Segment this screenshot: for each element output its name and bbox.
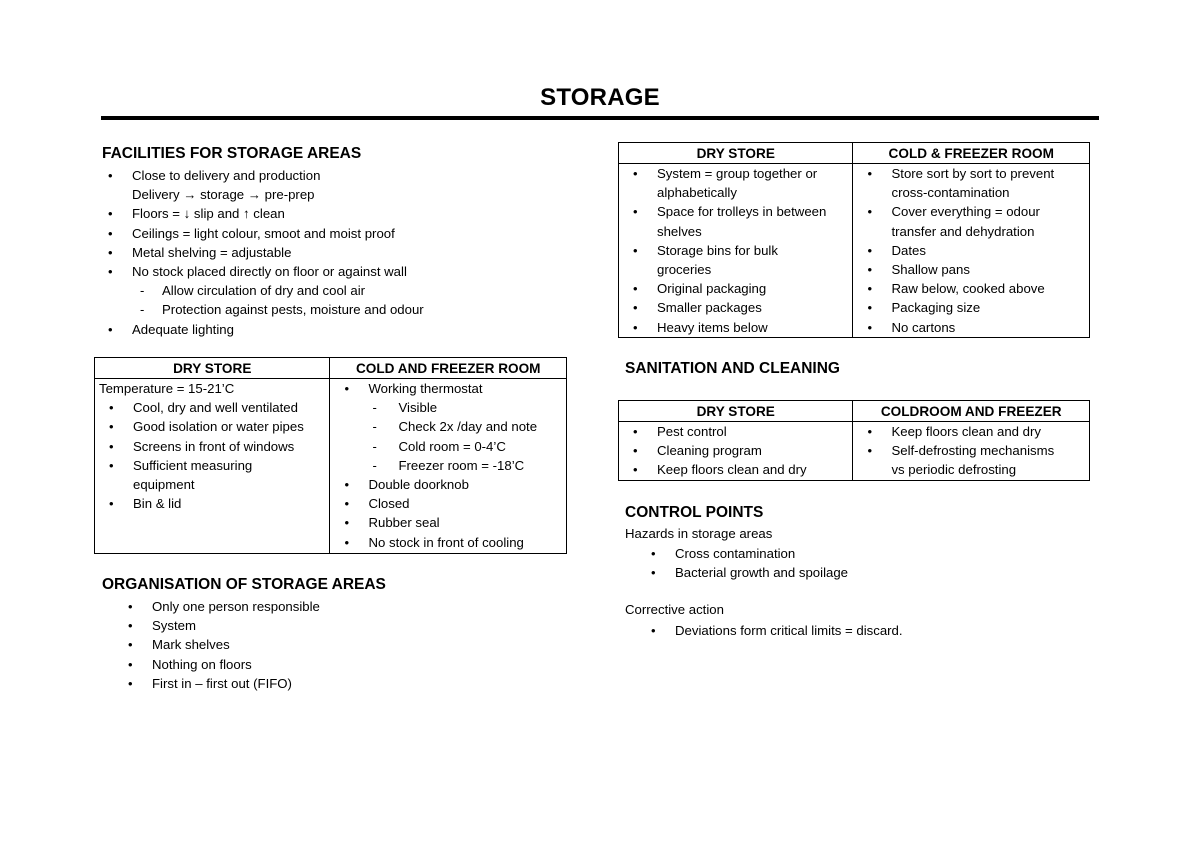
list-item: • Packaging size <box>853 298 1089 317</box>
title-rule <box>101 116 1099 120</box>
list-item: • Only one person responsible <box>102 597 582 616</box>
list-item: • Cool, dry and well ventilated <box>95 398 329 417</box>
list-item: • Cover everything = odour <box>853 202 1089 221</box>
list-item: • Close to delivery and production <box>102 166 582 185</box>
list-item: • Original packaging <box>619 279 852 298</box>
control-heading: CONTROL POINTS <box>625 504 764 521</box>
list-item: • No cartons <box>853 318 1089 337</box>
sanitation-dry-cell <box>619 422 853 481</box>
corrective-list <box>625 621 1085 640</box>
list-item: • System <box>102 616 582 635</box>
list-item: • Raw below, cooked above <box>853 279 1089 298</box>
sub-list-item: - Allow circulation of dry and cool air <box>102 281 582 300</box>
organisation-list <box>102 597 582 693</box>
list-item: shelves <box>657 223 702 239</box>
temp-table-dry-cell <box>95 379 330 554</box>
corrective-label: Corrective action <box>625 602 724 617</box>
facilities-list <box>102 166 582 339</box>
org-table-header-dry-store: DRY STORE <box>619 143 853 164</box>
temp-table-header-cold-freezer: COLD AND FREEZER ROOM <box>330 358 567 379</box>
list-item: • Good isolation or water pipes <box>95 417 329 436</box>
list-item: • Rubber seal <box>330 513 566 532</box>
list-item: • Ceilings = light colour, smoot and moist proof <box>102 224 582 243</box>
list-item: • Keep floors clean and dry <box>853 422 1089 441</box>
list-item: • Space for trolleys in between <box>619 202 852 221</box>
dry-store-conditions-list <box>95 398 329 513</box>
org-table-cold-cell <box>853 164 1090 338</box>
sub-list-item: - Check 2x /day and note <box>330 417 566 436</box>
list-item: • No stock in front of cooling <box>330 533 566 552</box>
list-item: • Dates <box>853 241 1089 260</box>
list-item: • Closed <box>330 494 566 513</box>
list-item: • Store sort by sort to prevent <box>853 164 1089 183</box>
list-item: alphabetically <box>657 185 737 201</box>
list-item: • Smaller packages <box>619 298 852 317</box>
list-item: • Pest control <box>619 422 852 441</box>
sub-list-item: - Cold room = 0-4’C <box>330 437 566 456</box>
org-table-dry-cell <box>619 164 853 338</box>
temperature-table <box>94 357 567 554</box>
list-item: • Screens in front of windows <box>95 437 329 456</box>
list-item: • Bin & lid <box>95 494 329 513</box>
page-title: STORAGE <box>540 84 660 111</box>
list-item: • Keep floors clean and dry <box>619 460 852 479</box>
list-item: • Storage bins for bulk <box>619 241 852 260</box>
sub-list-item: - Protection against pests, moisture and odour <box>102 300 582 319</box>
list-item: • Metal shelving = adjustable <box>102 243 582 262</box>
list-item: • First in – first out (FIFO) <box>102 674 582 693</box>
temp-table-cold-cell <box>330 379 567 554</box>
sanitation-cold-list <box>853 422 1089 480</box>
temp-table-header-dry-store: DRY STORE <box>95 358 330 379</box>
sub-list-item: - Freezer room = -18’C <box>330 456 566 475</box>
sanitation-header-dry-store: DRY STORE <box>619 401 853 422</box>
sanitation-cold-cell <box>853 422 1090 481</box>
list-item: equipment <box>133 477 195 493</box>
cold-room-conditions-list <box>330 379 566 552</box>
list-item: cross-contamination <box>891 185 1010 201</box>
organisation-table <box>618 142 1090 338</box>
org-dry-store-list <box>619 164 852 337</box>
sanitation-table <box>618 400 1090 481</box>
list-item: transfer and dehydration <box>891 223 1035 239</box>
org-table-header-cold-freezer: COLD & FREEZER ROOM <box>853 143 1090 164</box>
organisation-heading: ORGANISATION OF STORAGE AREAS <box>102 576 386 593</box>
list-item: • Cleaning program <box>619 441 852 460</box>
sub-list-item: - Visible <box>330 398 566 417</box>
list-item: vs periodic defrosting <box>891 462 1017 478</box>
list-item: groceries <box>657 262 712 278</box>
facilities-heading: FACILITIES FOR STORAGE AREAS <box>102 145 362 162</box>
list-item: • Mark shelves <box>102 635 582 654</box>
sanitation-dry-list <box>619 422 852 480</box>
list-item: • Floors = ↓ slip and ↑ clean <box>102 204 582 223</box>
list-item: • Adequate lighting <box>102 320 582 339</box>
list-item: • Bacterial growth and spoilage <box>625 563 1085 582</box>
hazards-list <box>625 544 1085 582</box>
hazards-label: Hazards in storage areas <box>625 526 773 541</box>
list-item: • Shallow pans <box>853 260 1089 279</box>
list-item: • Nothing on floors <box>102 655 582 674</box>
list-item: • Heavy items below <box>619 318 852 337</box>
list-item: Delivery → storage → pre-prep <box>132 187 315 203</box>
list-item: • Deviations form critical limits = discard. <box>625 621 1085 640</box>
list-item: • Double doorknob <box>330 475 566 494</box>
org-cold-room-list <box>853 164 1089 337</box>
list-item: • Cross contamination <box>625 544 1085 563</box>
list-item: • System = group together or <box>619 164 852 183</box>
list-item: • Sufficient measuring <box>95 456 329 475</box>
list-item: • Working thermostat <box>330 379 566 398</box>
list-item: • No stock placed directly on floor or against wall <box>102 262 582 281</box>
list-item: • Self-defrosting mechanisms <box>853 441 1089 460</box>
sanitation-heading: SANITATION AND CLEANING <box>625 360 840 377</box>
sanitation-header-coldroom: COLDROOM AND FREEZER <box>853 401 1090 422</box>
temperature-note: Temperature = 15-21’C <box>99 381 235 396</box>
